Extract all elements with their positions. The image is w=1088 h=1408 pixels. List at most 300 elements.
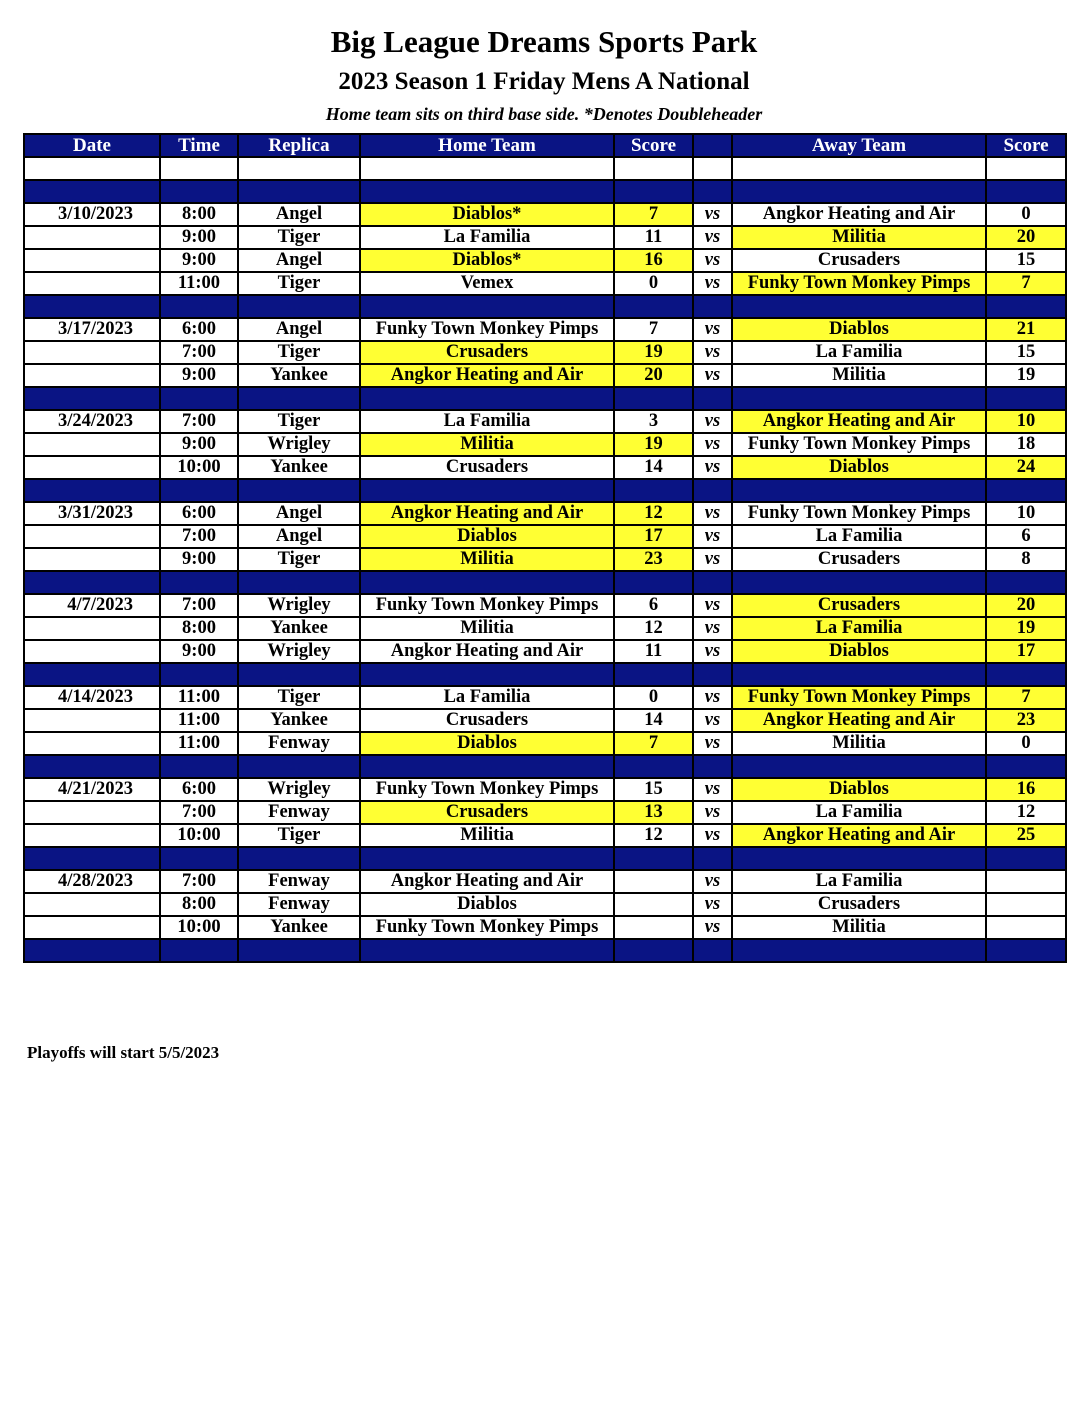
game-replica: Tiger [238, 341, 360, 364]
separator-cell [360, 180, 614, 203]
game-row [24, 893, 1066, 916]
separator-cell [360, 663, 614, 686]
home-team: Crusaders [360, 456, 614, 479]
game-row [24, 456, 1066, 479]
away-score: 20 [986, 226, 1066, 249]
game-replica: Wrigley [238, 778, 360, 801]
away-team: Funky Town Monkey Pimps [732, 502, 986, 525]
game-time: 10:00 [160, 916, 238, 939]
away-score: 6 [986, 525, 1066, 548]
home-score: 17 [614, 525, 693, 548]
separator-cell [986, 571, 1066, 594]
header-vs [693, 134, 732, 157]
game-replica: Fenway [238, 893, 360, 916]
separator-row [24, 663, 1066, 686]
separator-cell [238, 387, 360, 410]
game-row [24, 824, 1066, 847]
game-replica: Tiger [238, 410, 360, 433]
game-row [24, 778, 1066, 801]
separator-cell [160, 663, 238, 686]
header-replica: Replica [238, 134, 360, 157]
blank-row [24, 157, 1066, 180]
away-team: Angkor Heating and Air [732, 203, 986, 226]
game-replica: Yankee [238, 456, 360, 479]
away-team: Militia [732, 916, 986, 939]
home-score: 13 [614, 801, 693, 824]
separator-cell [986, 847, 1066, 870]
away-team: Militia [732, 732, 986, 755]
game-time: 7:00 [160, 525, 238, 548]
game-time: 8:00 [160, 203, 238, 226]
game-date [24, 801, 160, 824]
home-team: La Familia [360, 410, 614, 433]
away-score: 16 [986, 778, 1066, 801]
separator-cell [614, 939, 693, 962]
playoffs-note: Playoffs will start 5/5/2023 [27, 1043, 220, 1062]
home-team: Funky Town Monkey Pimps [360, 778, 614, 801]
home-score: 15 [614, 778, 693, 801]
away-team: Funky Town Monkey Pimps [732, 433, 986, 456]
separator-row [24, 295, 1066, 318]
home-team: Funky Town Monkey Pimps [360, 594, 614, 617]
home-score: 20 [614, 364, 693, 387]
away-team: La Familia [732, 617, 986, 640]
table-header-row [24, 134, 1066, 157]
home-score: 12 [614, 617, 693, 640]
game-time: 8:00 [160, 893, 238, 916]
game-row [24, 203, 1066, 226]
away-score: 23 [986, 709, 1066, 732]
game-time: 11:00 [160, 272, 238, 295]
away-score: 8 [986, 548, 1066, 571]
game-date [24, 226, 160, 249]
game-time: 9:00 [160, 640, 238, 663]
away-score: 19 [986, 617, 1066, 640]
vs-label: vs [693, 916, 732, 939]
separator-cell [732, 939, 986, 962]
game-time: 9:00 [160, 249, 238, 272]
vs-label: vs [693, 272, 732, 295]
game-time: 6:00 [160, 778, 238, 801]
separator-cell [614, 571, 693, 594]
away-score [986, 870, 1066, 893]
header-home-team: Home Team [360, 134, 614, 157]
vs-label: vs [693, 732, 732, 755]
separator-cell [160, 180, 238, 203]
header-time: Time [160, 134, 238, 157]
vs-label: vs [693, 778, 732, 801]
game-date [24, 272, 160, 295]
away-team: Funky Town Monkey Pimps [732, 272, 986, 295]
game-replica: Fenway [238, 732, 360, 755]
home-team: Angkor Heating and Air [360, 364, 614, 387]
vs-label: vs [693, 318, 732, 341]
away-team: Crusaders [732, 249, 986, 272]
vs-label: vs [693, 203, 732, 226]
game-time: 9:00 [160, 548, 238, 571]
separator-cell [24, 939, 160, 962]
separator-cell [160, 387, 238, 410]
home-team: Diablos [360, 525, 614, 548]
separator-cell [238, 295, 360, 318]
home-score: 0 [614, 686, 693, 709]
home-team: Diablos* [360, 203, 614, 226]
game-row [24, 249, 1066, 272]
vs-label: vs [693, 410, 732, 433]
game-replica: Angel [238, 318, 360, 341]
home-score: 0 [614, 272, 693, 295]
game-row [24, 318, 1066, 341]
separator-cell [614, 847, 693, 870]
game-row [24, 272, 1066, 295]
header-away-score: Score [986, 134, 1066, 157]
game-time: 6:00 [160, 502, 238, 525]
away-score: 24 [986, 456, 1066, 479]
separator-row [24, 571, 1066, 594]
separator-cell [160, 939, 238, 962]
separator-cell [238, 180, 360, 203]
away-score [986, 916, 1066, 939]
home-score: 12 [614, 502, 693, 525]
game-replica: Fenway [238, 870, 360, 893]
game-date [24, 709, 160, 732]
home-score [614, 893, 693, 916]
separator-cell [238, 847, 360, 870]
away-team: Diablos [732, 318, 986, 341]
game-date: 4/21/2023 [24, 778, 160, 801]
game-date [24, 249, 160, 272]
separator-cell [238, 571, 360, 594]
home-score: 11 [614, 640, 693, 663]
separator-cell [614, 663, 693, 686]
game-replica: Angel [238, 203, 360, 226]
game-replica: Wrigley [238, 594, 360, 617]
separator-cell [360, 479, 614, 502]
game-date [24, 916, 160, 939]
away-score: 25 [986, 824, 1066, 847]
home-score: 19 [614, 433, 693, 456]
home-team: Militia [360, 824, 614, 847]
separator-cell [986, 479, 1066, 502]
game-date [24, 824, 160, 847]
game-time: 11:00 [160, 686, 238, 709]
away-team: Militia [732, 226, 986, 249]
away-score: 18 [986, 433, 1066, 456]
away-score: 0 [986, 203, 1066, 226]
game-row [24, 226, 1066, 249]
home-score: 14 [614, 709, 693, 732]
header-home-score: Score [614, 134, 693, 157]
separator-cell [986, 939, 1066, 962]
separator-cell [238, 755, 360, 778]
game-date [24, 433, 160, 456]
separator-row [24, 939, 1066, 962]
separator-cell [693, 571, 732, 594]
game-time: 9:00 [160, 364, 238, 387]
game-replica: Wrigley [238, 640, 360, 663]
away-team: La Familia [732, 870, 986, 893]
game-replica: Angel [238, 525, 360, 548]
away-team: Diablos [732, 778, 986, 801]
game-replica: Tiger [238, 686, 360, 709]
home-score: 14 [614, 456, 693, 479]
separator-row [24, 387, 1066, 410]
game-time: 8:00 [160, 617, 238, 640]
game-row [24, 640, 1066, 663]
game-replica: Yankee [238, 916, 360, 939]
game-row [24, 686, 1066, 709]
separator-cell [986, 387, 1066, 410]
separator-cell [693, 663, 732, 686]
away-score: 15 [986, 341, 1066, 364]
away-score: 10 [986, 502, 1066, 525]
separator-cell [160, 847, 238, 870]
separator-cell [732, 847, 986, 870]
vs-label: vs [693, 617, 732, 640]
separator-cell [614, 755, 693, 778]
separator-cell [614, 479, 693, 502]
away-team: Funky Town Monkey Pimps [732, 686, 986, 709]
game-row [24, 617, 1066, 640]
vs-label: vs [693, 433, 732, 456]
game-time: 11:00 [160, 709, 238, 732]
separator-cell [360, 755, 614, 778]
separator-row [24, 847, 1066, 870]
away-team: Angkor Heating and Air [732, 824, 986, 847]
home-team: Crusaders [360, 709, 614, 732]
away-score: 20 [986, 594, 1066, 617]
home-score: 12 [614, 824, 693, 847]
separator-cell [24, 663, 160, 686]
game-date [24, 617, 160, 640]
game-row [24, 525, 1066, 548]
game-replica: Yankee [238, 709, 360, 732]
separator-cell [732, 571, 986, 594]
game-date [24, 640, 160, 663]
separator-cell [693, 847, 732, 870]
away-team: Crusaders [732, 594, 986, 617]
game-row [24, 433, 1066, 456]
separator-cell [24, 755, 160, 778]
schedule-note: Home team sits on third base side. *Denotes Doubleheader [325, 104, 763, 124]
separator-cell [238, 939, 360, 962]
game-date: 4/28/2023 [24, 870, 160, 893]
away-team: La Familia [732, 801, 986, 824]
home-team: Angkor Heating and Air [360, 640, 614, 663]
home-team: Militia [360, 433, 614, 456]
game-time: 7:00 [160, 801, 238, 824]
vs-label: vs [693, 709, 732, 732]
separator-cell [24, 571, 160, 594]
page-subtitle: 2023 Season 1 Friday Mens A National [338, 68, 750, 95]
separator-cell [360, 571, 614, 594]
vs-label: vs [693, 456, 732, 479]
schedule-table [23, 133, 1067, 963]
separator-cell [360, 295, 614, 318]
separator-cell [732, 295, 986, 318]
separator-cell [24, 387, 160, 410]
vs-label: vs [693, 801, 732, 824]
separator-cell [160, 571, 238, 594]
separator-cell [24, 295, 160, 318]
away-team: La Familia [732, 341, 986, 364]
game-replica: Tiger [238, 548, 360, 571]
home-score: 23 [614, 548, 693, 571]
home-team: La Familia [360, 686, 614, 709]
home-team: Funky Town Monkey Pimps [360, 318, 614, 341]
separator-cell [614, 387, 693, 410]
home-team: Vemex [360, 272, 614, 295]
game-row [24, 709, 1066, 732]
separator-cell [693, 755, 732, 778]
away-team: La Familia [732, 525, 986, 548]
home-team: Angkor Heating and Air [360, 502, 614, 525]
separator-cell [693, 387, 732, 410]
home-team: Crusaders [360, 801, 614, 824]
vs-label: vs [693, 893, 732, 916]
vs-label: vs [693, 686, 732, 709]
game-replica: Yankee [238, 617, 360, 640]
home-team: Diablos [360, 893, 614, 916]
home-score [614, 870, 693, 893]
away-team: Crusaders [732, 548, 986, 571]
vs-label: vs [693, 341, 732, 364]
separator-cell [614, 180, 693, 203]
vs-label: vs [693, 594, 732, 617]
game-time: 7:00 [160, 870, 238, 893]
vs-label: vs [693, 249, 732, 272]
game-date: 3/24/2023 [24, 410, 160, 433]
separator-cell [160, 295, 238, 318]
away-score: 17 [986, 640, 1066, 663]
game-time: 9:00 [160, 226, 238, 249]
separator-cell [732, 180, 986, 203]
away-score: 7 [986, 686, 1066, 709]
separator-cell [732, 755, 986, 778]
away-team: Diablos [732, 456, 986, 479]
game-date [24, 341, 160, 364]
separator-cell [732, 387, 986, 410]
game-row [24, 916, 1066, 939]
home-score [614, 916, 693, 939]
separator-cell [24, 180, 160, 203]
separator-cell [238, 663, 360, 686]
game-time: 7:00 [160, 341, 238, 364]
game-row [24, 410, 1066, 433]
vs-label: vs [693, 525, 732, 548]
game-row [24, 594, 1066, 617]
game-replica: Yankee [238, 364, 360, 387]
away-score: 10 [986, 410, 1066, 433]
separator-cell [238, 479, 360, 502]
home-team: Funky Town Monkey Pimps [360, 916, 614, 939]
separator-cell [360, 939, 614, 962]
separator-cell [360, 847, 614, 870]
separator-cell [986, 180, 1066, 203]
game-replica: Tiger [238, 824, 360, 847]
home-team: La Familia [360, 226, 614, 249]
home-score: 3 [614, 410, 693, 433]
game-row [24, 548, 1066, 571]
separator-cell [360, 387, 614, 410]
home-score: 7 [614, 318, 693, 341]
away-score: 21 [986, 318, 1066, 341]
game-replica: Tiger [238, 226, 360, 249]
game-time: 7:00 [160, 594, 238, 617]
away-score: 0 [986, 732, 1066, 755]
separator-cell [160, 479, 238, 502]
separator-row [24, 755, 1066, 778]
game-date: 4/14/2023 [24, 686, 160, 709]
game-date [24, 456, 160, 479]
separator-cell [693, 180, 732, 203]
vs-label: vs [693, 548, 732, 571]
home-team: Diablos* [360, 249, 614, 272]
game-row [24, 364, 1066, 387]
separator-cell [614, 295, 693, 318]
game-time: 10:00 [160, 456, 238, 479]
game-time: 10:00 [160, 824, 238, 847]
home-score: 7 [614, 732, 693, 755]
away-team: Crusaders [732, 893, 986, 916]
game-replica: Tiger [238, 272, 360, 295]
game-replica: Angel [238, 249, 360, 272]
home-score: 16 [614, 249, 693, 272]
away-team: Diablos [732, 640, 986, 663]
vs-label: vs [693, 870, 732, 893]
away-score: 7 [986, 272, 1066, 295]
home-score: 6 [614, 594, 693, 617]
home-team: Militia [360, 617, 614, 640]
game-date: 3/31/2023 [24, 502, 160, 525]
separator-cell [732, 663, 986, 686]
separator-cell [732, 479, 986, 502]
game-time: 6:00 [160, 318, 238, 341]
separator-cell [24, 479, 160, 502]
away-score: 12 [986, 801, 1066, 824]
separator-row [24, 479, 1066, 502]
game-replica: Fenway [238, 801, 360, 824]
separator-cell [160, 755, 238, 778]
header-away-team: Away Team [732, 134, 986, 157]
game-date [24, 893, 160, 916]
home-team: Crusaders [360, 341, 614, 364]
home-score: 19 [614, 341, 693, 364]
game-row [24, 732, 1066, 755]
home-score: 7 [614, 203, 693, 226]
game-date [24, 732, 160, 755]
game-date [24, 525, 160, 548]
game-date [24, 548, 160, 571]
home-team: Diablos [360, 732, 614, 755]
game-time: 9:00 [160, 433, 238, 456]
game-replica: Angel [238, 502, 360, 525]
page-title: Big League Dreams Sports Park [330, 24, 758, 59]
home-team: Angkor Heating and Air [360, 870, 614, 893]
separator-cell [24, 847, 160, 870]
game-date: 4/7/2023 [24, 594, 160, 617]
home-score: 11 [614, 226, 693, 249]
away-score [986, 893, 1066, 916]
away-team: Militia [732, 364, 986, 387]
game-row [24, 801, 1066, 824]
vs-label: vs [693, 640, 732, 663]
away-team: Angkor Heating and Air [732, 709, 986, 732]
game-date: 3/17/2023 [24, 318, 160, 341]
separator-cell [986, 663, 1066, 686]
home-team: Militia [360, 548, 614, 571]
header-date: Date [24, 134, 160, 157]
